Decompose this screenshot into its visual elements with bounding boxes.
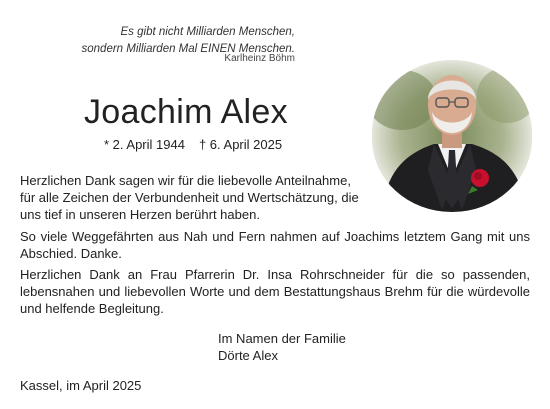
thanks-paragraph-1: Herzlichen Dank sagen wir für die liebevolle Anteilnahme, für alle Zeichen der Verbundenheit und Wertschätzung, die uns tief in unseren Herzen berührt haben.: [20, 173, 359, 222]
life-dates: [104, 137, 282, 152]
thanks-paragraph-2: So viele Weggefährten aus Nah und Fern nahmen auf Joachims letztem Gang mit uns Abschied. Danke.: [20, 229, 530, 261]
thanks-paragraph-3: Herzlichen Dank an Frau Pfarrerin Dr. Insa Rohrschneider für die so passenden, lebensnahen und liebevollen Worte und dem Bestattungshaus Brehm für die würdevolle und helfende Begleitung.: [20, 267, 530, 316]
quote-line-2: sondern Milliarden Mal EINEN Menschen.: [81, 42, 295, 55]
quote-line-1: Es gibt nicht Milliarden Menschen,: [120, 26, 295, 38]
portrait-photo: [372, 60, 532, 212]
family-signoff: [218, 330, 346, 364]
death-date: † 6. April 2025: [198, 137, 283, 152]
signoff-line-1: Im Namen der Familie: [218, 331, 346, 346]
quote-author: Karlheinz Böhm: [224, 53, 295, 64]
birth-date: * 2. April 1944: [104, 137, 185, 152]
place-date: Kassel, im April 2025: [20, 378, 142, 393]
signoff-name: Dörte Alex: [218, 348, 278, 363]
deceased-name: Joachim Alex: [84, 93, 288, 131]
